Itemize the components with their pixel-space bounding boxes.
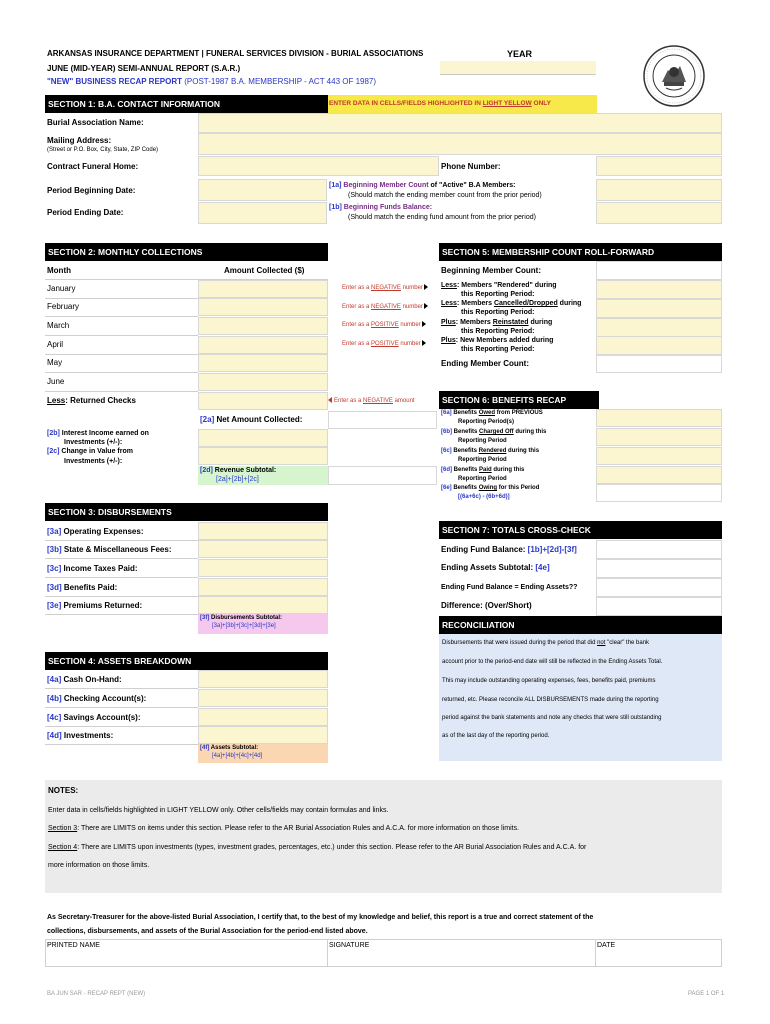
- asset-4c-field[interactable]: [198, 708, 328, 726]
- footer-page-number: PAGE 1 OF 1: [688, 991, 725, 997]
- asset-4b-label: [4b] Checking Account(s):: [47, 694, 147, 703]
- row-divider: [45, 540, 198, 541]
- mailing-hint: (Street or P.O. Box, City, State, ZIP Code): [47, 147, 159, 153]
- benefits-6d-field[interactable]: [596, 466, 722, 484]
- section1-header: SECTION 1: B.A. CONTACT INFORMATION: [45, 95, 328, 113]
- month-amount-field-february[interactable]: [198, 298, 328, 316]
- reconciliation-box: [439, 634, 722, 761]
- net-amount-value: [328, 411, 437, 429]
- benefits-6c-label-cont: Reporting Period: [458, 457, 507, 463]
- disbursement-3c-field[interactable]: [198, 559, 328, 577]
- returned-checks-field[interactable]: [198, 392, 328, 410]
- section2-header: SECTION 2: MONTHLY COLLECTIONS: [45, 243, 328, 261]
- reinstated-members-label: Plus: Members Reinstated during: [441, 319, 553, 326]
- disbursement-3b-field[interactable]: [198, 540, 328, 558]
- asset-4a-label: [4a] Cash On-Hand:: [47, 675, 122, 684]
- month-label-january: January: [47, 284, 76, 293]
- benefits-6a-field[interactable]: [596, 409, 722, 427]
- row-divider: [45, 577, 198, 578]
- recon-line-1: Disbursements that were issued during the period that did not "clear" the bank: [442, 640, 650, 646]
- month-label-march: March: [47, 321, 70, 330]
- disbursement-3b-label: [3b] State & Miscellaneous Fees:: [47, 545, 172, 554]
- entry-sign-hint: Enter as a POSITIVE number: [342, 321, 426, 329]
- f2c-label: [2c] Change in Value from: [47, 448, 133, 455]
- header-subtitle: JUNE (MID-YEAR) SEMI-ANNUAL REPORT (S.A.R.): [47, 64, 241, 73]
- date-field[interactable]: DATE: [597, 942, 616, 949]
- f1b-hint: (Should match the ending fund amount from the prior period): [348, 214, 536, 221]
- section6-header: SECTION 6: BENEFITS RECAP: [439, 391, 599, 409]
- benefits-6e-value: [596, 484, 722, 502]
- benefits-6d-label-cont: Reporting Period: [458, 476, 507, 482]
- phone-label: Phone Number:: [441, 162, 501, 171]
- year-label: YEAR: [507, 49, 533, 59]
- year-field[interactable]: [440, 61, 596, 75]
- rendered-members-label-cont: this Reporting Period:: [461, 291, 535, 298]
- period-begin-field[interactable]: [198, 179, 327, 201]
- row-divider: [45, 354, 198, 355]
- entry-sign-hint: Enter as a NEGATIVE number: [342, 303, 428, 311]
- period-end-field[interactable]: [198, 202, 327, 224]
- row-divider: [45, 744, 198, 745]
- recon-line-5: period against the bank statements and note any checks that were still outstanding: [442, 715, 662, 721]
- benefits-6c-field[interactable]: [596, 447, 722, 465]
- month-amount-field-march[interactable]: [198, 317, 328, 335]
- disbursement-3e-field[interactable]: [198, 596, 328, 614]
- disbursement-3d-field[interactable]: [198, 578, 328, 596]
- row-divider: [45, 391, 198, 392]
- row-divider: [45, 596, 198, 597]
- section7-header: SECTION 7: TOTALS CROSS-CHECK: [439, 521, 722, 539]
- benefits-6d-label: [6d] Benefits Paid during this: [441, 467, 525, 473]
- benefits-6c-label: [6c] Benefits Rendered during this: [441, 448, 540, 454]
- new-members-field[interactable]: [596, 336, 722, 355]
- disbursement-3a-label: [3a] Operating Expenses:: [47, 527, 144, 536]
- asset-4d-label: [4d] Investments:: [47, 731, 114, 740]
- begin-member-count-label: Beginning Member Count:: [441, 266, 541, 275]
- entry-sign-hint: Enter as a NEGATIVE number: [342, 284, 428, 292]
- balance-equals-assets-value: [596, 578, 722, 597]
- recon-line-4: returned, etc. Please reconcile ALL DISBURSEMENTS made during the reporting: [442, 697, 659, 703]
- negative-amount-hint: Enter as a NEGATIVE amount: [328, 397, 415, 405]
- ending-assets-subtotal-label: Ending Assets Subtotal: [4e]: [441, 563, 550, 572]
- assets-subtotal-box: [4f] Assets Subtotal: [4a]+[4b]+[4c]+[4d]: [198, 744, 328, 763]
- cancelled-members-label-cont: this Reporting Period:: [461, 309, 535, 316]
- state-seal-logo: [642, 44, 706, 108]
- new-members-label-cont: this Reporting Period:: [461, 346, 535, 353]
- rendered-members-field[interactable]: [596, 280, 722, 299]
- f2c-field[interactable]: [198, 447, 328, 465]
- ending-fund-balance-label: Ending Fund Balance: [1b]+[2d]-[3f]: [441, 545, 577, 554]
- new-members-label: Plus: New Members added during: [441, 337, 554, 344]
- rendered-members-label: Less: Members "Rendered" during: [441, 282, 557, 289]
- balance-equals-assets-label: Ending Fund Balance = Ending Assets??: [441, 584, 578, 591]
- benefits-6a-label: [6a] Benefits Owed from PREVIOUS: [441, 410, 543, 416]
- row-divider: [45, 316, 198, 317]
- col-month-header: Month: [47, 266, 71, 275]
- disbursement-3c-label: [3c] Income Taxes Paid:: [47, 564, 138, 573]
- benefits-6b-label-cont: Reporting Period: [458, 438, 507, 444]
- ending-fund-balance-value: [596, 540, 722, 559]
- phone-field[interactable]: [596, 156, 722, 176]
- notes-title: NOTES:: [48, 786, 79, 795]
- revenue-subtotal-formula: [2a]+[2b]+[2c]: [216, 476, 259, 483]
- f1a-field[interactable]: [596, 179, 722, 201]
- f2b-label-cont: Investments (+/-):: [64, 439, 123, 446]
- revenue-subtotal-value: [328, 466, 437, 485]
- row-divider: [45, 335, 198, 336]
- funeral-home-field[interactable]: [198, 156, 439, 176]
- certification-line-1: As Secretary-Treasurer for the above-listed Burial Association, I certify that, to the best of my knowledge and belief, this report is a true and correct statement of the: [47, 914, 594, 921]
- section4-header: SECTION 4: ASSETS BREAKDOWN: [45, 652, 328, 670]
- end-member-count-value: [596, 355, 722, 373]
- benefits-6e-label-cont: [(6a+6c) - (6b+6d)]: [458, 494, 510, 500]
- printed-name-field[interactable]: PRINTED NAME: [47, 942, 100, 949]
- footer-form-id: BA JUN SAR - RECAP REPT (NEW): [47, 991, 146, 997]
- notes-line-1: Enter data in cells/fields highlighted in LIGHT YELLOW only. Other cells/fields may contain formulas and links.: [48, 807, 389, 814]
- header-title: ARKANSAS INSURANCE DEPARTMENT | FUNERAL SERVICES DIVISION - BURIAL ASSOCIATIONS: [47, 49, 424, 58]
- benefits-6b-label: [6b] Benefits Charged Off during this: [441, 429, 547, 435]
- f1b-label: [1b] Beginning Funds Balance:: [329, 204, 433, 211]
- mailing-address-field[interactable]: [198, 133, 722, 155]
- month-label-april: April: [47, 340, 64, 349]
- month-amount-field-may[interactable]: [198, 354, 328, 372]
- disbursement-3d-label: [3d] Benefits Paid:: [47, 583, 118, 592]
- month-amount-field-january[interactable]: [198, 280, 328, 298]
- revenue-subtotal-box: [2d] Revenue Subtotal: [2a]+[2b]+[2c]: [198, 466, 328, 485]
- cancelled-members-label: Less: Members Cancelled/Dropped during: [441, 300, 582, 307]
- reinstated-members-field[interactable]: [596, 318, 722, 337]
- ba-name-field[interactable]: [198, 113, 722, 133]
- f2c-label-cont: Investments (+/-):: [64, 458, 123, 465]
- period-end-label: Period Ending Date:: [47, 208, 124, 217]
- header-report-name: "NEW" BUSINESS RECAP REPORT (POST-1987 B.A. MEMBERSHIP - ACT 443 OF 1987): [47, 77, 377, 86]
- row-divider: [45, 614, 198, 615]
- recon-line-3: This may include outstanding operating expenses, fees, benefits paid, premiums: [442, 678, 656, 684]
- f2b-label: [2b] Interest Income earned on: [47, 430, 149, 437]
- asset-4d-field[interactable]: [198, 726, 328, 744]
- f1a-label: [1a] Beginning Member Count of "Active" B.A Members:: [329, 182, 516, 189]
- yellow-instruction-banner: ENTER DATA IN CELLS/FIELDS HIGHLIGHTED IN LIGHT YELLOW ONLY: [328, 95, 597, 113]
- net-amount-label: [2a] Net Amount Collected:: [200, 415, 303, 424]
- section3-header: SECTION 3: DISBURSEMENTS: [45, 503, 328, 521]
- disbursements-subtotal-formula: [3a]+[3b]+[3c]+[3d]+[3e]: [212, 623, 276, 629]
- benefits-6b-field[interactable]: [596, 428, 722, 446]
- ending-assets-subtotal-value: [596, 559, 722, 578]
- ba-name-label: Burial Association Name:: [47, 118, 144, 127]
- disbursements-subtotal-box: [3f] Disbursements Subtotal: [3a]+[3b]+[3c]+[3d]+[3e]: [198, 614, 328, 634]
- funeral-home-label: Contract Funeral Home:: [47, 162, 139, 171]
- row-divider: [45, 372, 198, 373]
- signature-field[interactable]: SIGNATURE: [329, 942, 370, 949]
- recon-line-2: account prior to the period-end date will still be reflected in the Ending Assets Total.: [442, 659, 663, 665]
- row-divider: [45, 688, 198, 689]
- reconciliation-header: RECONCILIATION: [439, 616, 722, 634]
- difference-value: [596, 597, 722, 616]
- cancelled-members-field[interactable]: [596, 299, 722, 318]
- asset-4c-label: [4c] Savings Account(s):: [47, 713, 141, 722]
- difference-label: Difference: (Over/Short): [441, 601, 532, 610]
- asset-4b-field[interactable]: [198, 689, 328, 707]
- col-amount-header: Amount Collected ($): [224, 266, 305, 275]
- benefits-6e-label: [6e] Benefits Owing for this Period: [441, 485, 540, 491]
- notes-box: [45, 780, 722, 893]
- reinstated-members-label-cont: this Reporting Period:: [461, 328, 535, 335]
- asset-4a-field[interactable]: [198, 670, 328, 688]
- month-amount-field-june[interactable]: [198, 373, 328, 391]
- f1a-hint: (Should match the ending member count from the prior period): [348, 192, 542, 199]
- row-divider: [45, 726, 198, 727]
- row-divider: [45, 558, 198, 559]
- end-member-count-label: Ending Member Count:: [441, 359, 529, 368]
- begin-member-count-value: [596, 261, 722, 280]
- month-amount-field-april[interactable]: [198, 336, 328, 354]
- benefits-6a-label-cont: Reporting Period(s): [458, 419, 515, 425]
- month-label-may: May: [47, 358, 63, 367]
- assets-subtotal-formula: [4a]+[4b]+[4c]+[4d]: [212, 753, 263, 759]
- row-divider: [45, 298, 198, 299]
- notes-line-4: more information on those limits.: [48, 862, 150, 869]
- section5-header: SECTION 5: MEMBERSHIP COUNT ROLL-FORWARD: [439, 243, 722, 261]
- returned-checks-label: Less: Returned Checks: [47, 396, 136, 405]
- period-begin-label: Period Beginning Date:: [47, 186, 136, 195]
- certification-line-2: collections, disbursements, and assets of the Burial Association for the period-end listed above.: [47, 928, 368, 935]
- mailing-label: Mailing Address:: [47, 136, 112, 145]
- entry-sign-hint: Enter as a POSITIVE number: [342, 340, 426, 348]
- f1b-field[interactable]: [596, 202, 722, 224]
- recon-line-6: as of the last day of the reporting period.: [442, 733, 550, 739]
- notes-line-3: Section 4: There are LIMITS upon investments (types, investment grades, percentages, etc.) under this section. Please refer to the AR Burial Association Rules and A.C.A. for: [48, 844, 587, 851]
- row-divider: [45, 707, 198, 708]
- month-label-june: June: [47, 377, 65, 386]
- notes-line-2: Section 3: There are LIMITS on items under this section. Please refer to the AR Burial Association Rules and A.C.A. for more information on those limits.: [48, 825, 520, 832]
- f2b-field[interactable]: [198, 429, 328, 447]
- month-label-february: February: [47, 302, 80, 311]
- disbursement-3a-field[interactable]: [198, 522, 328, 540]
- disbursement-3e-label: [3e] Premiums Returned:: [47, 601, 143, 610]
